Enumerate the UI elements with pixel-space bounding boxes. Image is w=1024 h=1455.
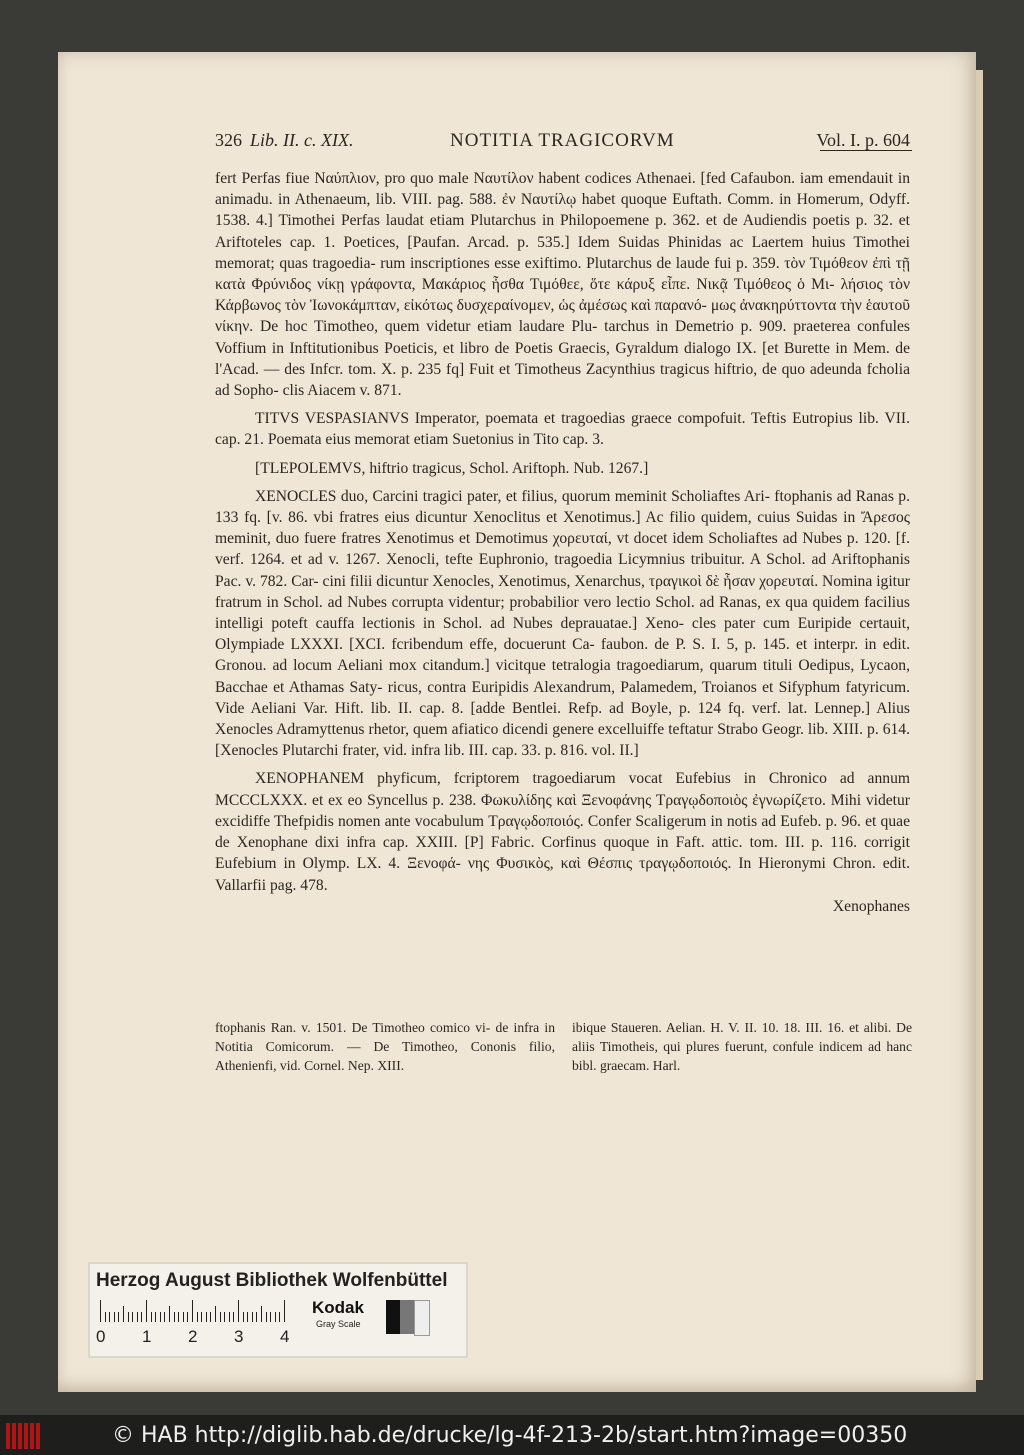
ruler-tick xyxy=(132,1312,133,1322)
paragraph-xenocles: XENOCLES duo, Carcini tragici pater, et filius, quorum meminit Scholiaftes Ari- ftophanis ad Ranas p. 133 fq. [v. 86. vbi fratres eius dicuntur Xenoclitus et Xenotimus.] Ac filio quidem, cuius Suidas in Ἄρεσος meminit, duo fuere fratres Xenotimus et Demotimus χορευταί, vt docet idem Scholiaftes ad Nubes p. 120. [f. verf. 1264. et ad v. 1267. Xenocli, tefte Euphronio, tragoedia Licymnius tribuitur. A Schol. ad Ariftophanis Pac. v. 782. Car- cini filii dicuntur Xenocles, Xenotimus, Xenarchus, τραγικοὶ δὲ ἦσαν χορευταί. Nomina igitur fratrum in Schol. ad Nubes corrupta videntur; probabilior vero lectio Schol. ad Ranas, ex qua quidem facilius intelligi poteft cauffa lectionis in Schol. ad Nubes deprauatae.] Xeno- cles pater cum Euripide certauit, Olympiade LXXXI. [XCI. fcribendum effe, docuerunt Ca- faubon. de P. S. I. 5, p. 145. et interpr. in edit. Gronou. ad locum Aeliani mox citandum.] vicitque tetralogia tragoediarum, quarum tituli Oedipus, Lycaon, Bacchae et Athamas Saty- ricus, contra Euripidis Alexandrum, Palamedem, Troianos et Sifyphum fatyricum. Vide Aeliani Var. Hift. lib. II. cap. 8. [adde Bentlei. Refp. ad Boyle, p. 124 fq. verf. lat. Lennep.] Alius Xenocles Adramyttenus rhetor, quem afiatico dicendi genere excelluiffe teftatur Strabo Geogr. lib. XIII. p. 614. [Xenocles Plutarchi frater, vid. infra lib. III. cap. 33. p. 816. vol. II.] xyxy=(215,487,910,760)
ruler-tick xyxy=(229,1312,230,1322)
footnote-left xyxy=(215,1018,555,1075)
running-header xyxy=(215,130,910,160)
ruler-tick xyxy=(151,1312,152,1322)
chapter-reference: Lib. II. c. XIX. xyxy=(250,130,354,150)
ruler-tick xyxy=(192,1300,193,1322)
measurement-ruler xyxy=(100,1300,290,1322)
credit-bar xyxy=(0,1415,1024,1455)
ruler-tick xyxy=(252,1312,253,1322)
ruler-tick xyxy=(118,1312,119,1322)
ruler-tick xyxy=(238,1300,239,1322)
gray-swatch-black xyxy=(386,1300,400,1334)
ruler-tick xyxy=(243,1312,244,1322)
ruler-tick xyxy=(220,1312,221,1322)
ruler-number: 2 xyxy=(188,1327,198,1346)
ruler-tick xyxy=(100,1300,101,1322)
footnote-left-text: ftophanis Ran. v. 1501. De Timotheo comico vi- de infra in Notitia Comicorum. — De Timotheo, Cononis filio, Athenienfi, vid. Cornel. Nep. XIII. xyxy=(215,1020,555,1073)
page-title: NOTITIA TRAGICORVM xyxy=(450,130,675,151)
ruler-number: 0 xyxy=(96,1327,106,1346)
ruler-tick xyxy=(197,1312,198,1322)
ruler-tick xyxy=(275,1312,276,1322)
library-label xyxy=(88,1262,468,1358)
hab-logo-icon xyxy=(6,1423,40,1449)
ruler-tick xyxy=(109,1312,110,1322)
gray-swatch-white xyxy=(414,1300,430,1336)
ruler-tick xyxy=(206,1312,207,1322)
ruler-tick xyxy=(215,1306,216,1322)
paragraph-tlepolemus: [TLEPOLEMVS, hiftrio tragicus, Schol. Ariftoph. Nub. 1267.] xyxy=(255,459,649,477)
footnote-right-text: ibique Staueren. Aelian. H. V. II. 10. 18. III. 16. et alibi. De aliis Timotheis, qui plures fuerunt, confule indicem ad hanc bibl. graecam. Harl. xyxy=(572,1020,912,1073)
ruler-tick xyxy=(128,1312,129,1322)
ruler-tick xyxy=(270,1312,271,1322)
volume-reference: Vol. I. p. 604 xyxy=(816,130,910,150)
ruler-tick xyxy=(224,1312,225,1322)
ruler-tick xyxy=(201,1312,202,1322)
paragraph-xenophanes: XENOPHANEM phyficum, fcriptorem tragoediarum vocat Eufebius in Chronico ad annum MCCCLXXX. et ex eo Syncellus p. 238. Φωκυλίδης καὶ Ξενοφάνης Τραγῳδοποιὸς ἐγνωρίζετο. Mihi videtur excidiffe Thefpidis nomen ante vocabulum Τραγῳδοποιός. Confer Scaligerum in notis ad Eufeb. p. 96. et quae de Xenophane dixi infra cap. XXIII. [P] Fabric. Corfinus quoque in Faft. attic. tom. III. p. 116. corrigit Eufebium in Olymp. LX. 4. Ξενοφά- νης Φυσικὸς, καὶ Θέσπις τραγῳδοποιός. In Hieronymi Chron. edit. Vallarfii pag. 478. xyxy=(215,770,910,894)
ruler-tick xyxy=(160,1312,161,1322)
catchword: Xenophanes xyxy=(832,897,910,915)
ruler-number: 4 xyxy=(280,1327,290,1346)
ruler-tick xyxy=(247,1312,248,1322)
ruler-tick xyxy=(183,1312,184,1322)
ruler-tick xyxy=(256,1312,257,1322)
ruler-tick xyxy=(174,1312,175,1322)
ruler-tick xyxy=(279,1312,280,1322)
ruler-tick xyxy=(233,1312,234,1322)
ruler-number: 1 xyxy=(142,1327,152,1346)
main-text xyxy=(215,168,910,917)
ruler-tick xyxy=(169,1306,170,1322)
ruler-tick xyxy=(266,1312,267,1322)
kodak-brand: Kodak xyxy=(312,1298,364,1317)
ruler-tick xyxy=(141,1312,142,1322)
ruler-tick xyxy=(123,1306,124,1322)
gray-scale-label: Gray Scale xyxy=(316,1319,361,1329)
copyright-credit[interactable]: © HAB http://diglib.hab.de/drucke/lg-4f-213-2b/start.htm?image=00350 xyxy=(112,1423,908,1448)
footnote-right xyxy=(572,1018,912,1075)
ruler-tick xyxy=(155,1312,156,1322)
ruler-number: 3 xyxy=(234,1327,244,1346)
ruler-tick xyxy=(178,1312,179,1322)
ruler-tick xyxy=(284,1300,285,1322)
ruler-tick xyxy=(187,1312,188,1322)
paragraph-titus: TITVS VESPASIANVS Imperator, poemata et tragoedias graece compofuit. Teftis Eutropius lib. VII. cap. 21. Poemata eius memorat etiam Suetonius in Tito cap. 3. xyxy=(215,410,910,449)
paragraph-timotheus: fert Perfas fiue Ναύπλιον, pro quo male Ναυτίλον habent codices Athenaei. [fed Cafaubon. iam emendauit in animadu. in Athenaeum, lib. VIII. pag. 588. ἐν Ναυτίλῳ habet quoque Euftath. Comm. in Homerum, Odyff. 1538. 4.] Timothei Perfas laudat etiam Plutarchus in Philopoemene p. 362. et de Audiendis poetis p. 32. et Ariftoteles cap. 1. Poetices, [Paufan. Arcad. p. 535.] Idem Suidas Phinidas ac Laertem huius Timothei memorat; quas tragoedia- rum inscriptiones esse exiftimo. Plutarchus de laude fui p. 359. τὸν Τιμόθεον ἐπὶ τῇ κατὰ Φρύνιδος νίκῃ γράφοντα, Μακάριος ἦσθα Τιμόθεε, ὅτε κάρυξ εἶπε. Νικᾷ Τιμόθεος ὁ Μι- λήσιος τὸν Κάρβωνος τὸν Ἰωνοκάμπταν, εἰκότως δυσχεραίνομεν, ὡς ἀμέσως καὶ παρανό- μως ἀνακηρύττοντα τὴν ἑαυτοῦ νίκην. De hoc Timotheo, quem videtur etiam laudare Plu- tarchus in Demetrio p. 909. praeterea confules Voffium in Inftitutionibus Poeticis, et libro de Poetis Graecis, Gyraldum dialogo IX. [et Burette in Mem. de l'Acad. — des Infcr. tom. X. p. 235 fq] Fuit et Timotheus Zacynthius tragicus hiftrio, de quo adeunda fcholia ad Sopho- clis Aiacem v. 871. xyxy=(215,170,910,400)
gray-swatch-mid xyxy=(400,1300,414,1334)
ruler-tick xyxy=(114,1312,115,1322)
page-number: 326 xyxy=(215,130,242,150)
ruler-tick xyxy=(164,1312,165,1322)
library-name: Herzog August Bibliothek Wolfenbüttel xyxy=(96,1270,448,1291)
header-rule xyxy=(820,150,912,151)
ruler-tick xyxy=(146,1300,147,1322)
ruler-tick xyxy=(137,1312,138,1322)
ruler-tick xyxy=(105,1312,106,1322)
ruler-tick xyxy=(261,1306,262,1322)
ruler-tick xyxy=(210,1312,211,1322)
